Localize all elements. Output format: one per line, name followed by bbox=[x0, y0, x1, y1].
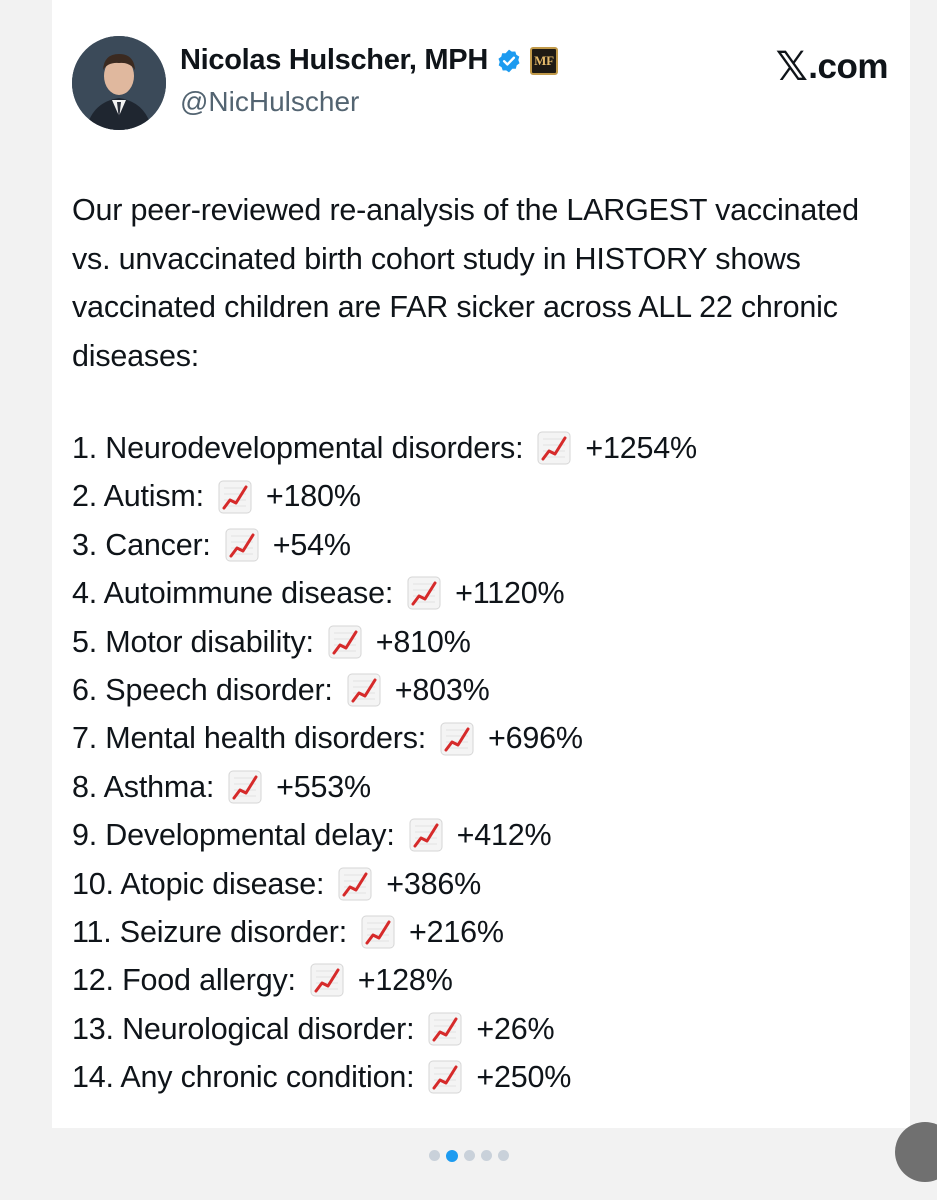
list-item bbox=[72, 472, 902, 520]
list-item-value: +386% bbox=[386, 866, 482, 901]
list-item-label: 14. Any chronic condition: bbox=[72, 1060, 415, 1095]
list-item-label: 8. Asthma: bbox=[72, 769, 215, 804]
list-item-value: +810% bbox=[375, 624, 471, 659]
list-item bbox=[72, 860, 902, 908]
affiliate-badge-icon: MF bbox=[530, 47, 558, 75]
list-item-value: +216% bbox=[408, 914, 504, 949]
disease-list bbox=[72, 424, 902, 1101]
list-item-label: 7. Mental health disorders: bbox=[72, 721, 427, 756]
carousel-pager bbox=[0, 1150, 937, 1162]
list-item-label: 11. Seizure disorder: bbox=[72, 914, 347, 949]
verified-badge-icon bbox=[496, 48, 522, 74]
post-text: Our peer-reviewed re-analysis of the LARGEST vaccinated vs. unvaccinated birth cohort study in HISTORY shows vaccinated children are FAR sicker across ALL 22 chronic diseases: bbox=[72, 193, 859, 373]
x-logo-icon: 𝕏 bbox=[775, 45, 808, 89]
list-item-value: +553% bbox=[276, 769, 371, 804]
avatar[interactable] bbox=[72, 36, 166, 130]
list-item bbox=[72, 811, 902, 859]
list-item bbox=[72, 763, 902, 811]
chart-increasing-icon bbox=[310, 963, 344, 997]
list-item-label: 4. Autoimmune disease: bbox=[72, 576, 394, 611]
chart-increasing-icon bbox=[218, 480, 252, 514]
list-item bbox=[72, 1053, 902, 1101]
list-item bbox=[72, 666, 902, 714]
post-card bbox=[52, 0, 910, 1128]
list-item bbox=[72, 521, 902, 569]
list-item-value: +1254% bbox=[585, 431, 697, 465]
list-item-value: +803% bbox=[394, 672, 490, 707]
list-item-value: +412% bbox=[456, 818, 552, 853]
list-item-value: +128% bbox=[357, 963, 453, 998]
pager-dot[interactable] bbox=[446, 1150, 458, 1162]
chart-increasing-icon bbox=[228, 770, 262, 804]
chart-increasing-icon bbox=[347, 673, 381, 707]
list-item-label: 5. Motor disability: bbox=[72, 624, 314, 659]
list-item bbox=[72, 424, 902, 472]
list-item-label: 10. Atopic disease: bbox=[72, 866, 325, 901]
list-item bbox=[72, 714, 902, 762]
list-item-value: +54% bbox=[272, 527, 351, 562]
chart-increasing-icon bbox=[428, 1012, 462, 1046]
list-item bbox=[72, 569, 902, 617]
list-item-label: 2. Autism: bbox=[72, 479, 204, 514]
chart-increasing-icon bbox=[428, 1060, 462, 1094]
pager-dot[interactable] bbox=[464, 1150, 475, 1161]
chart-increasing-icon bbox=[407, 576, 441, 610]
chart-increasing-icon bbox=[361, 915, 395, 949]
list-item-label: 1. Neurodevelopmental disorders: bbox=[72, 431, 524, 465]
list-item-label: 13. Neurological disorder: bbox=[72, 1011, 415, 1046]
chart-increasing-icon bbox=[537, 431, 571, 465]
chart-increasing-icon bbox=[225, 528, 259, 562]
list-item bbox=[72, 1005, 902, 1053]
list-item-label: 12. Food allergy: bbox=[72, 963, 296, 998]
chart-increasing-icon bbox=[328, 625, 362, 659]
list-item bbox=[72, 908, 902, 956]
author-name[interactable]: Nicolas Hulscher, MPH bbox=[180, 44, 488, 76]
list-item-label: 3. Cancer: bbox=[72, 527, 211, 562]
pager-dot[interactable] bbox=[481, 1150, 492, 1161]
pager-dot[interactable] bbox=[498, 1150, 509, 1161]
chart-increasing-icon bbox=[338, 867, 372, 901]
chart-increasing-icon bbox=[409, 818, 443, 852]
list-item bbox=[72, 956, 902, 1004]
list-item-value: +26% bbox=[476, 1011, 555, 1046]
list-item-value: +1120% bbox=[455, 576, 565, 611]
pager-dot[interactable] bbox=[429, 1150, 440, 1161]
scroll-button[interactable] bbox=[895, 1122, 937, 1182]
list-item-value: +180% bbox=[265, 479, 361, 514]
list-item-value: +250% bbox=[476, 1060, 572, 1095]
avatar-image bbox=[72, 36, 166, 130]
list-item-value: +696% bbox=[488, 721, 583, 756]
source-suffix: .com bbox=[808, 47, 888, 86]
list-item-label: 9. Developmental delay: bbox=[72, 818, 395, 853]
list-item-label: 6. Speech disorder: bbox=[72, 672, 333, 707]
author-name-row bbox=[180, 44, 558, 77]
list-item bbox=[72, 618, 902, 666]
author-handle[interactable]: @NicHulscher bbox=[180, 86, 360, 117]
chart-increasing-icon bbox=[440, 722, 474, 756]
source-label bbox=[776, 44, 888, 90]
